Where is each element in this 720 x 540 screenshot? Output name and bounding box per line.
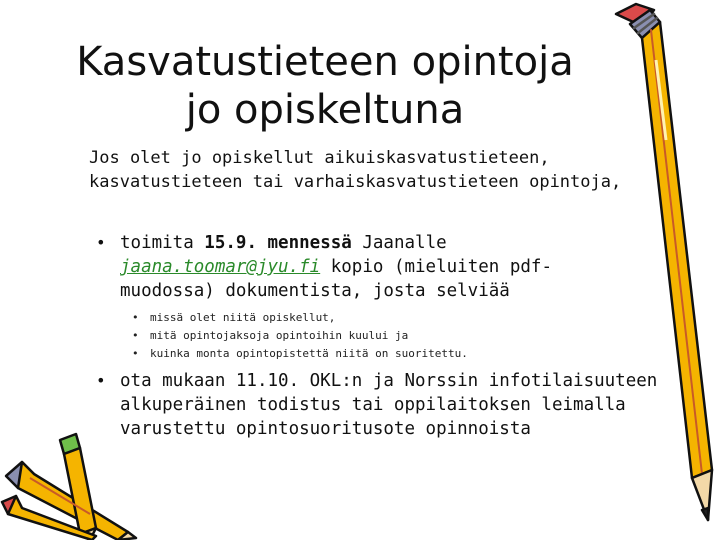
sub-bullet-marker: • bbox=[132, 311, 139, 324]
deadline-date: 15.9. mennessä bbox=[204, 233, 352, 253]
sub-bullet-list bbox=[132, 309, 666, 363]
bring-line-3: varustettu opintosuoritusote opinnoista bbox=[120, 419, 531, 439]
submit-line-3: muodossa) dokumentista, josta selviää bbox=[120, 281, 510, 301]
sub-bullet-item bbox=[132, 327, 666, 345]
crossed-pencils-icon bbox=[0, 432, 140, 540]
bullet-item-submit bbox=[96, 231, 666, 303]
bring-line-1: ota mukaan 11.10. OKL:n ja Norssin infotilaisuuteen bbox=[120, 371, 658, 391]
bullet-marker: • bbox=[96, 371, 106, 390]
sub-bullet-item bbox=[132, 345, 666, 363]
slide-title bbox=[40, 38, 610, 134]
intro-line-2: kasvatustieteen tai varhaiskasvatustieteen opintoja, bbox=[89, 172, 622, 192]
bullet-list-1 bbox=[96, 231, 666, 363]
submit-recipient: Jaanalle bbox=[351, 233, 447, 253]
sub-bullet-item bbox=[132, 309, 666, 327]
bring-line-2: alkuperäinen todistus tai oppilaitoksen leimalla bbox=[120, 395, 626, 415]
sub-bullet-text: missä olet niitä opiskellut, bbox=[150, 311, 336, 324]
email-link[interactable]: jaana.toomar@jyu.fi bbox=[120, 257, 321, 277]
bullet-marker: • bbox=[96, 233, 106, 252]
sub-bullet-marker: • bbox=[132, 347, 139, 360]
sub-bullet-text: kuinka monta opintopistettä niitä on suoritettu. bbox=[150, 347, 468, 360]
title-line-1: Kasvatustieteen opintoja bbox=[76, 39, 574, 85]
intro-text bbox=[89, 146, 679, 194]
sub-bullet-text: mitä opintojaksoja opintoihin kuului ja bbox=[150, 329, 409, 342]
intro-line-1: Jos olet jo opiskellut aikuiskasvatustieteen, bbox=[89, 148, 550, 168]
submit-prefix: toimita bbox=[120, 233, 205, 253]
sub-bullet-marker: • bbox=[132, 329, 139, 342]
submit-format: kopio (mieluiten pdf- bbox=[320, 257, 552, 277]
pencil-icon bbox=[596, 0, 720, 540]
title-line-2: jo opiskeltuna bbox=[185, 87, 465, 133]
